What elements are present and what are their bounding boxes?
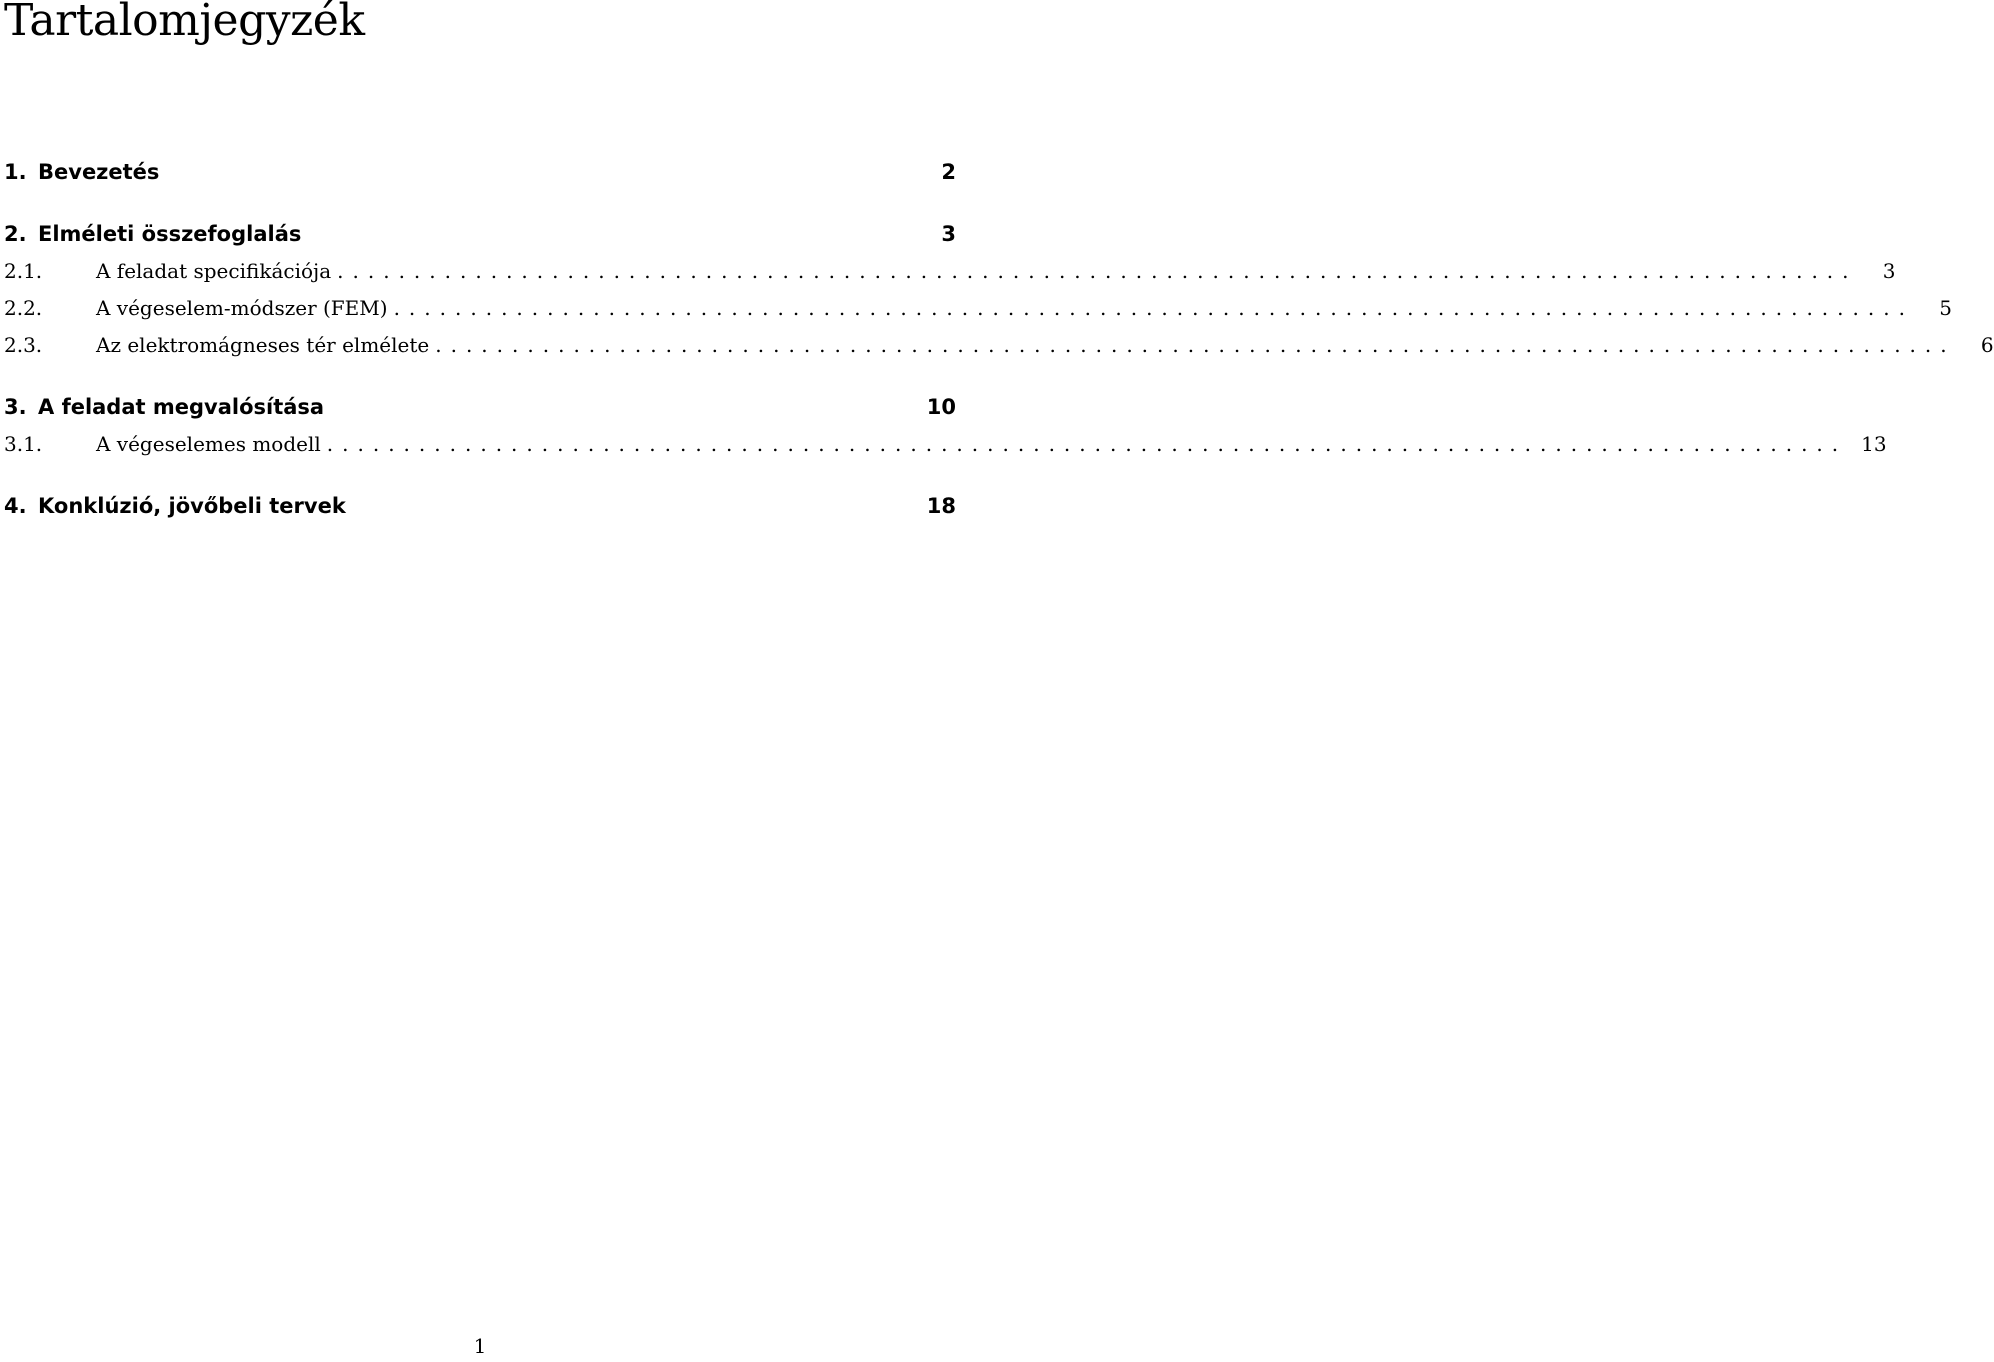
toc-entry-chapter-4[interactable] <box>4 494 956 526</box>
toc-entry-section-2-1[interactable] <box>4 259 1896 291</box>
toc-entry-page: 10 <box>926 395 956 419</box>
toc-dot-leader: ................................................................................................... <box>326 432 1848 456</box>
toc-entry-label: Konklúzió, jövőbeli tervek <box>38 494 346 518</box>
toc-entry-number: 3.1. <box>4 432 43 456</box>
toc-dot-leader: ................................................................................................... <box>337 259 1858 283</box>
toc-entry-number: 2.2. <box>4 296 43 320</box>
toc-entry-chapter-3[interactable] <box>4 395 956 427</box>
toc-entry-section-3-1[interactable] <box>4 432 1887 464</box>
toc-dot-leader: ................................................................................................... <box>435 333 1956 357</box>
toc-entry-number: 2.1. <box>4 259 43 283</box>
toc-entry-label: Elméleti összefoglalás <box>38 222 302 246</box>
toc-entry-section-2-2[interactable] <box>4 296 1952 328</box>
toc-entry-chapter-2[interactable] <box>4 222 956 254</box>
toc-entry-page: 2 <box>941 160 956 184</box>
toc-entry-label: A feladat specifikációja <box>96 259 332 283</box>
toc-entry-label: A végeselemes modell <box>96 432 321 456</box>
toc-entry-label: Bevezetés <box>38 160 160 184</box>
toc-entry-number: 1. <box>4 160 27 184</box>
toc-dot-leader: ................................................................................................... <box>393 296 1914 320</box>
toc-entry-label: A végeselem-módszer (FEM) <box>96 296 388 320</box>
toc-entry-number: 2.3. <box>4 333 43 357</box>
toc-entry-number: 2. <box>4 222 27 246</box>
toc-entry-label: A feladat megvalósítása <box>38 395 325 419</box>
toc-entry-page: 3 <box>1882 259 1896 283</box>
toc-entry-page: 6 <box>1980 333 1994 357</box>
toc-entry-number: 3. <box>4 395 27 419</box>
toc-entry-chapter-1[interactable] <box>4 160 956 192</box>
toc-entry-section-2-3[interactable] <box>4 333 1994 365</box>
page-number: 1 <box>473 1334 487 1358</box>
toc-entry-label: Az elektromágneses tér elmélete <box>96 333 430 357</box>
toc-entry-number: 4. <box>4 494 27 518</box>
page-title: Tartalomjegyzék <box>4 0 365 46</box>
toc-entry-page: 3 <box>941 222 956 246</box>
toc-entry-page: 18 <box>926 494 956 518</box>
toc-entry-page: 13 <box>1861 432 1887 456</box>
toc-entry-page: 5 <box>1939 296 1952 320</box>
